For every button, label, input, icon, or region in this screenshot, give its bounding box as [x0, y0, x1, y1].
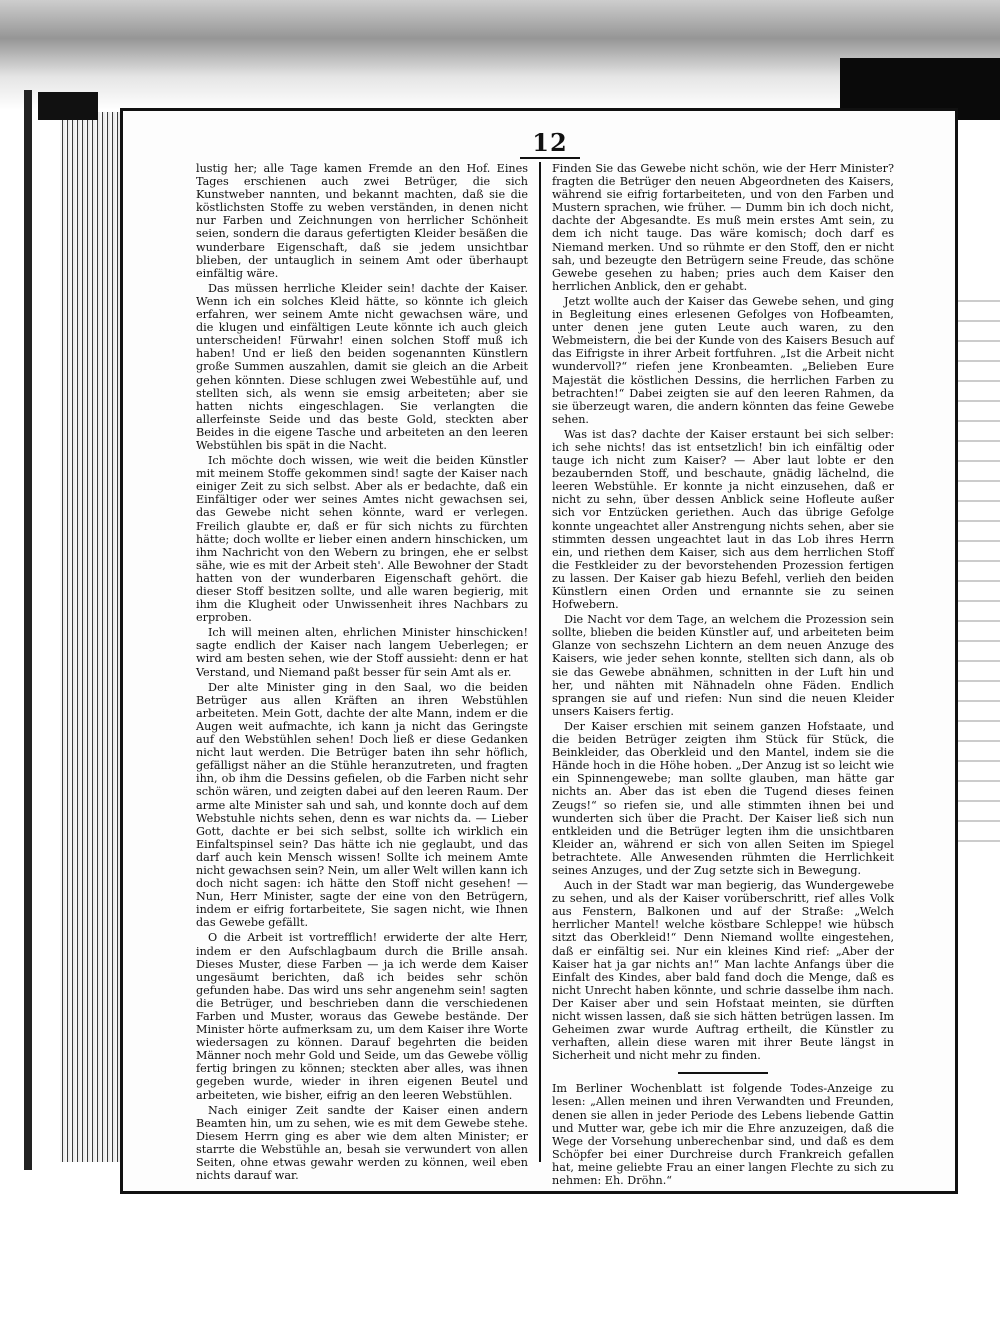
paragraph: Jetzt wollte auch der Kaiser das Gewebe sehen, und ging in Begleitung eines erlesenen Gefolges von Hofbeamten, unter denen jene guten Leute auch waren, zu den Webmeistern, die bei der Kunde von des Kaisers Besuch auf das Eifrigste in ihrer Arbeit fortfuhren. „Ist die Arbeit nicht wundervoll?“ riefen jene Kronbeamten. „Belieben Eure Majestät die köstlichen Dessins, die herrlichen Farben zu betrachten!“ Dabei zeigten sie auf den leeren Rahmen, da sie überzeugt waren, die andern könnten das feine Gewebe sehen. [552, 294, 894, 426]
right-text-column [552, 162, 894, 1188]
paragraph: Was ist das? dachte der Kaiser erstaunt bei sich selber: ich sehe nichts! das ist entsetzlich! bin ich einfältig oder tauge ich nicht zum Kaiser? — Aber laut lobte er den bezaubernden Stoff, und beschaute, gnädig lächelnd, die leeren Webstühle. Er konnte ja nicht einzusehen, daß er nicht zu sehn, über dessen Anblick seine Hofleute außer sich vor Entzücken geriethen. Auch das übrige Gefolge konnte ungeachtet aller Anstrengung nichts sehen, aber sie stimmten dessen ungeachtet laut in das Lob ihres Herrn ein, und riethen dem Kaiser, sich aus dem herrlichen Stoff die Festkleider zu der bevorstehenden Prozession fertigen zu lassen. Der Kaiser gab hiezu Befehl, verlieh den beiden Künstlern einen Orden und ernannte sie zu seinen Hofwebern. [552, 427, 894, 612]
left-text-column [196, 162, 528, 1183]
paragraph: Die Nacht vor dem Tage, an welchem die Prozession sein sollte, blieben die beiden Künstler auf, und arbeiteten beim Glanze von sechszehn Lichtern an dem neuen Anzuge des Kaisers, wie jeder sehen konnte, stellten sich dann, als ob sie das Gewebe abnähmen, schnitten in der Luft hin und her, und nähten mit Nähnadeln ohne Fäden. Endlich sprangen sie auf und riefen: Nun sind die neuen Kleider unsers Kaisers fertig. [552, 613, 894, 718]
adjacent-page-strip [958, 290, 1000, 850]
paragraph: Der alte Minister ging in den Saal, wo die beiden Betrüger aus allen Kräften an ihren Webstühlen arbeiteten. Mein Gott, dachte der alte Mann, indem er die Augen weit aufmachte, ich kann ja nicht das Geringste auf den Webstühlen sehen! Doch ließ er diese Gedanken nicht laut werden. Die Betrüger baten ihn sehr höflich, gefälligst näher an die Stühle heranzutreten, und fragten ihn, ob ihm die Dessins gefielen, ob die Farben nicht sehr schön wären, und zeigten dabei auf den leeren Raum. Der arme alte Minister sah und sah, und konnte doch auf dem Webstuhle nichts sehen, denn es war nichts da. — Lieber Gott, dachte er bei sich selbst, sollte ich wirklich ein Einfaltspinsel sein? Das hätte ich nie geglaubt, und das darf auch kein Mensch wissen! Sollte ich meinem Amte nicht gewachsen sein? Nein, um aller Welt willen kann ich doch nicht sagen: ich hätte den Stoff nicht gesehen! — Nun, Herr Minister, sagte der eine von den Betrügern, indem er eifrig fortarbeitete, Sie sagen nicht, wie Ihnen das Gewebe gefällt. [196, 680, 528, 930]
paragraph: Ich will meinen alten, ehrlichen Minister hinschicken! sagte endlich der Kaiser nach langem Ueberlegen; er wird am besten sehen, wie der Stoff aussieht: denn er hat Verstand, und Niemand paßt besser für sein Amt als er. [196, 626, 528, 679]
scan-left-edge [24, 90, 32, 1170]
page-number-rule [520, 157, 580, 159]
paragraph: Finden Sie das Gewebe nicht schön, wie der Herr Minister? fragten die Betrüger den neuen Abgeordneten des Kaisers, während sie eifrig fortarbeiteten, und von den Farben und Mustern sprachen, wie früher. — Dumm bin ich doch nicht, dachte der Abgesandte. Es muß mein erstes Amt sein, zu dem ich nicht tauge. Das wäre komisch; doch darf es Niemand merken. Und so rühmte er den Stoff, den er nicht sah, und bezeugte den Betrügern seine Freude, das schöne Gewebe gesehen zu haben; pries auch dem Kaiser den herrlichen Anblick, den er gehabt. [552, 162, 894, 293]
page-number: 12 [532, 128, 568, 157]
paragraph: Ich möchte doch wissen, wie weit die beiden Künstler mit meinem Stoffe gekommen sind! sagte der Kaiser nach einiger Zeit zu sich selbst. Aber als er bedachte, daß ein Einfältiger oder wer seines Amtes nicht gewachsen sei, das Gewebe nicht sehen könnte, ward er verlegen. Freilich glaubte er, daß er für sich nichts zu fürchten hätte; doch wollte er lieber einen andern hinschicken, um ihm Nachricht von den Webern zu bringen, ehe er selbst sähe, wie es mit der Arbeit steh'. Alle Bewohner der Stadt hatten von der wunderbaren Eigenschaft gehört. die dieser Stoff besitzen sollte, und alle waren begierig, mit ihm die Klugheit oder Unwissenheit ihres Nachbars zu erproben. [196, 454, 528, 625]
paragraph: Das müssen herrliche Kleider sein! dachte der Kaiser. Wenn ich ein solches Kleid hätte, so könnte ich gleich erfahren, wer seinem Amte nicht gewachsen wäre, und die klugen und einfältigen Leute könnte ich auch gleich unterscheiden! Fürwahr! einen solchen Stoff muß ich haben! Und er ließ den beiden sogenannten Künstlern große Summen auszahlen, damit sie gleich an die Arbeit gehen könnten. Diese schlugen zwei Webestühle auf, und stellten sich, als wenn sie emsig arbeiteten; aber sie hatten nichts eingeschlagen. Sie verlangten die allerfeinste Seide und das beste Gold, steckten aber Beides in die eigene Tasche und arbeiteten an den leeren Webstühlen bis spät in die Nacht. [196, 281, 528, 452]
paragraph: lustig her; alle Tage kamen Fremde an den Hof. Eines Tages erschienen auch zwei Betrüger, die sich Kunstweber nannten, und bekannt machten, daß sie die köstlichsten Stoffe zu weben verständen, in denen nicht nur Farben und Zeichnungen von herrlicher Schönheit seien, sondern die daraus gefertigten Kleider besäßen die wunderbare Eigenschaft, daß sie jedem unsichtbar blieben, der untauglich in seinem Amt oder überhaupt einfältig wäre. [196, 162, 528, 280]
column-divider [539, 162, 541, 1162]
scan-dark-patch [38, 92, 98, 120]
death-notice-paragraph: Im Berliner Wochenblatt ist folgende Todes-Anzeige zu lesen: „Allen meinen und ihren Verwandten und Freunden, denen sie allen in jeder Periode des Lebens liebende Gattin und Mutter war, gebe ich mir die Ehre anzuzeigen, daß die Wege der Vorsehung unberechenbar sind, und daß es dem Schöpfer bei einer Durchreise durch Frankreich gefallen hat, meine geliebte Frau an einer langen Flechte zu sich zu nehmen: Eh. Dröhn.“ [552, 1082, 894, 1188]
paragraph: Auch in der Stadt war man begierig, das Wundergewebe zu sehen, und als der Kaiser vorüberschritt, rief alles Volk aus Fenstern, Balkonen und auf der Straße: „Welch herrlicher Mantel! welche köstbare Schleppe! wie hübsch sitzt das Oberkleid!“ Denn Niemand wollte eingestehen, daß er einfältig sei. Nur ein kleines Kind rief: „Aber der Kaiser hat ja gar nichts an!“ Man lachte Anfangs über die Einfalt des Kindes, aber bald fand doch die Menge, daß es nicht Unrecht haben könnte, und schrie dasselbe ihm nach. Der Kaiser aber und sein Hofstaat meinten, sie dürften nicht wissen lassen, daß sie sich hätten betrügen lassen. Im Geheimen zwar wurde Auftrag ertheilt, die Künstler zu verhaften, allein diese waren mit ihrer Beute längst in Sicherheit und nicht mehr zu finden. [552, 879, 894, 1063]
paragraph: O die Arbeit ist vortrefflich! erwiderte der alte Herr, indem er den Aufschlagbaum durch die Brille ansah. Dieses Muster, diese Farben — ja ich werde dem Kaiser ungesäumt berichten, daß ich beides sehr schön gefunden habe. Das wird uns sehr angenehm sein! sagten die Betrüger, und beschrieben dann die verschiedenen Farben und Muster, woraus das Gewebe bestände. Der Minister hörte aufmerksam zu, um dem Kaiser ihre Worte wiedersagen zu können. Darauf begehrten die beiden Männer noch mehr Gold und Seide, um das Gewebe völlig fertig bringen zu können; steckten aber alles, was ihnen gegeben wurde, wieder in ihren eigenen Beutel und arbeiteten, wie bisher, eifrig an den leeren Webstühlen. [196, 931, 528, 1102]
paragraph: Der Kaiser erschien mit seinem ganzen Hofstaate, und die beiden Betrüger zeigten ihm Stück für Stück, die Beinkleider, das Oberkleid und den Mantel, indem sie die Hände hoch in die Höhe hoben. „Der Anzug ist so leicht wie ein Spinnengewebe; man sollte glauben, man hätte gar nichts an. Aber das ist eben die Tugend dieses feinen Zeugs!“ so riefen sie, und alle stimmten ihnen bei und wunderten sich über die Pracht. Der Kaiser ließ sich nun entkleiden und die Betrüger legten ihm die unsichtbaren Kleider an, während er sich von allen Seiten im Spiegel betrachtete. Alle Anwesenden rühmten die Herrlichkeit seines Anzuges, und der Zug setzte sich in Bewegung. [552, 719, 894, 877]
section-rule [678, 1072, 768, 1074]
paragraph: Nach einiger Zeit sandte der Kaiser einen andern Beamten hin, um zu sehen, wie es mit dem Gewebe stehe. Diesem Herrn ging es aber wie dem alten Minister; er starrte die Webstühle an, besah sie verwundert von allen Seiten, ohne etwas gewahr werden zu können, weil eben nichts darauf war. [196, 1103, 528, 1183]
